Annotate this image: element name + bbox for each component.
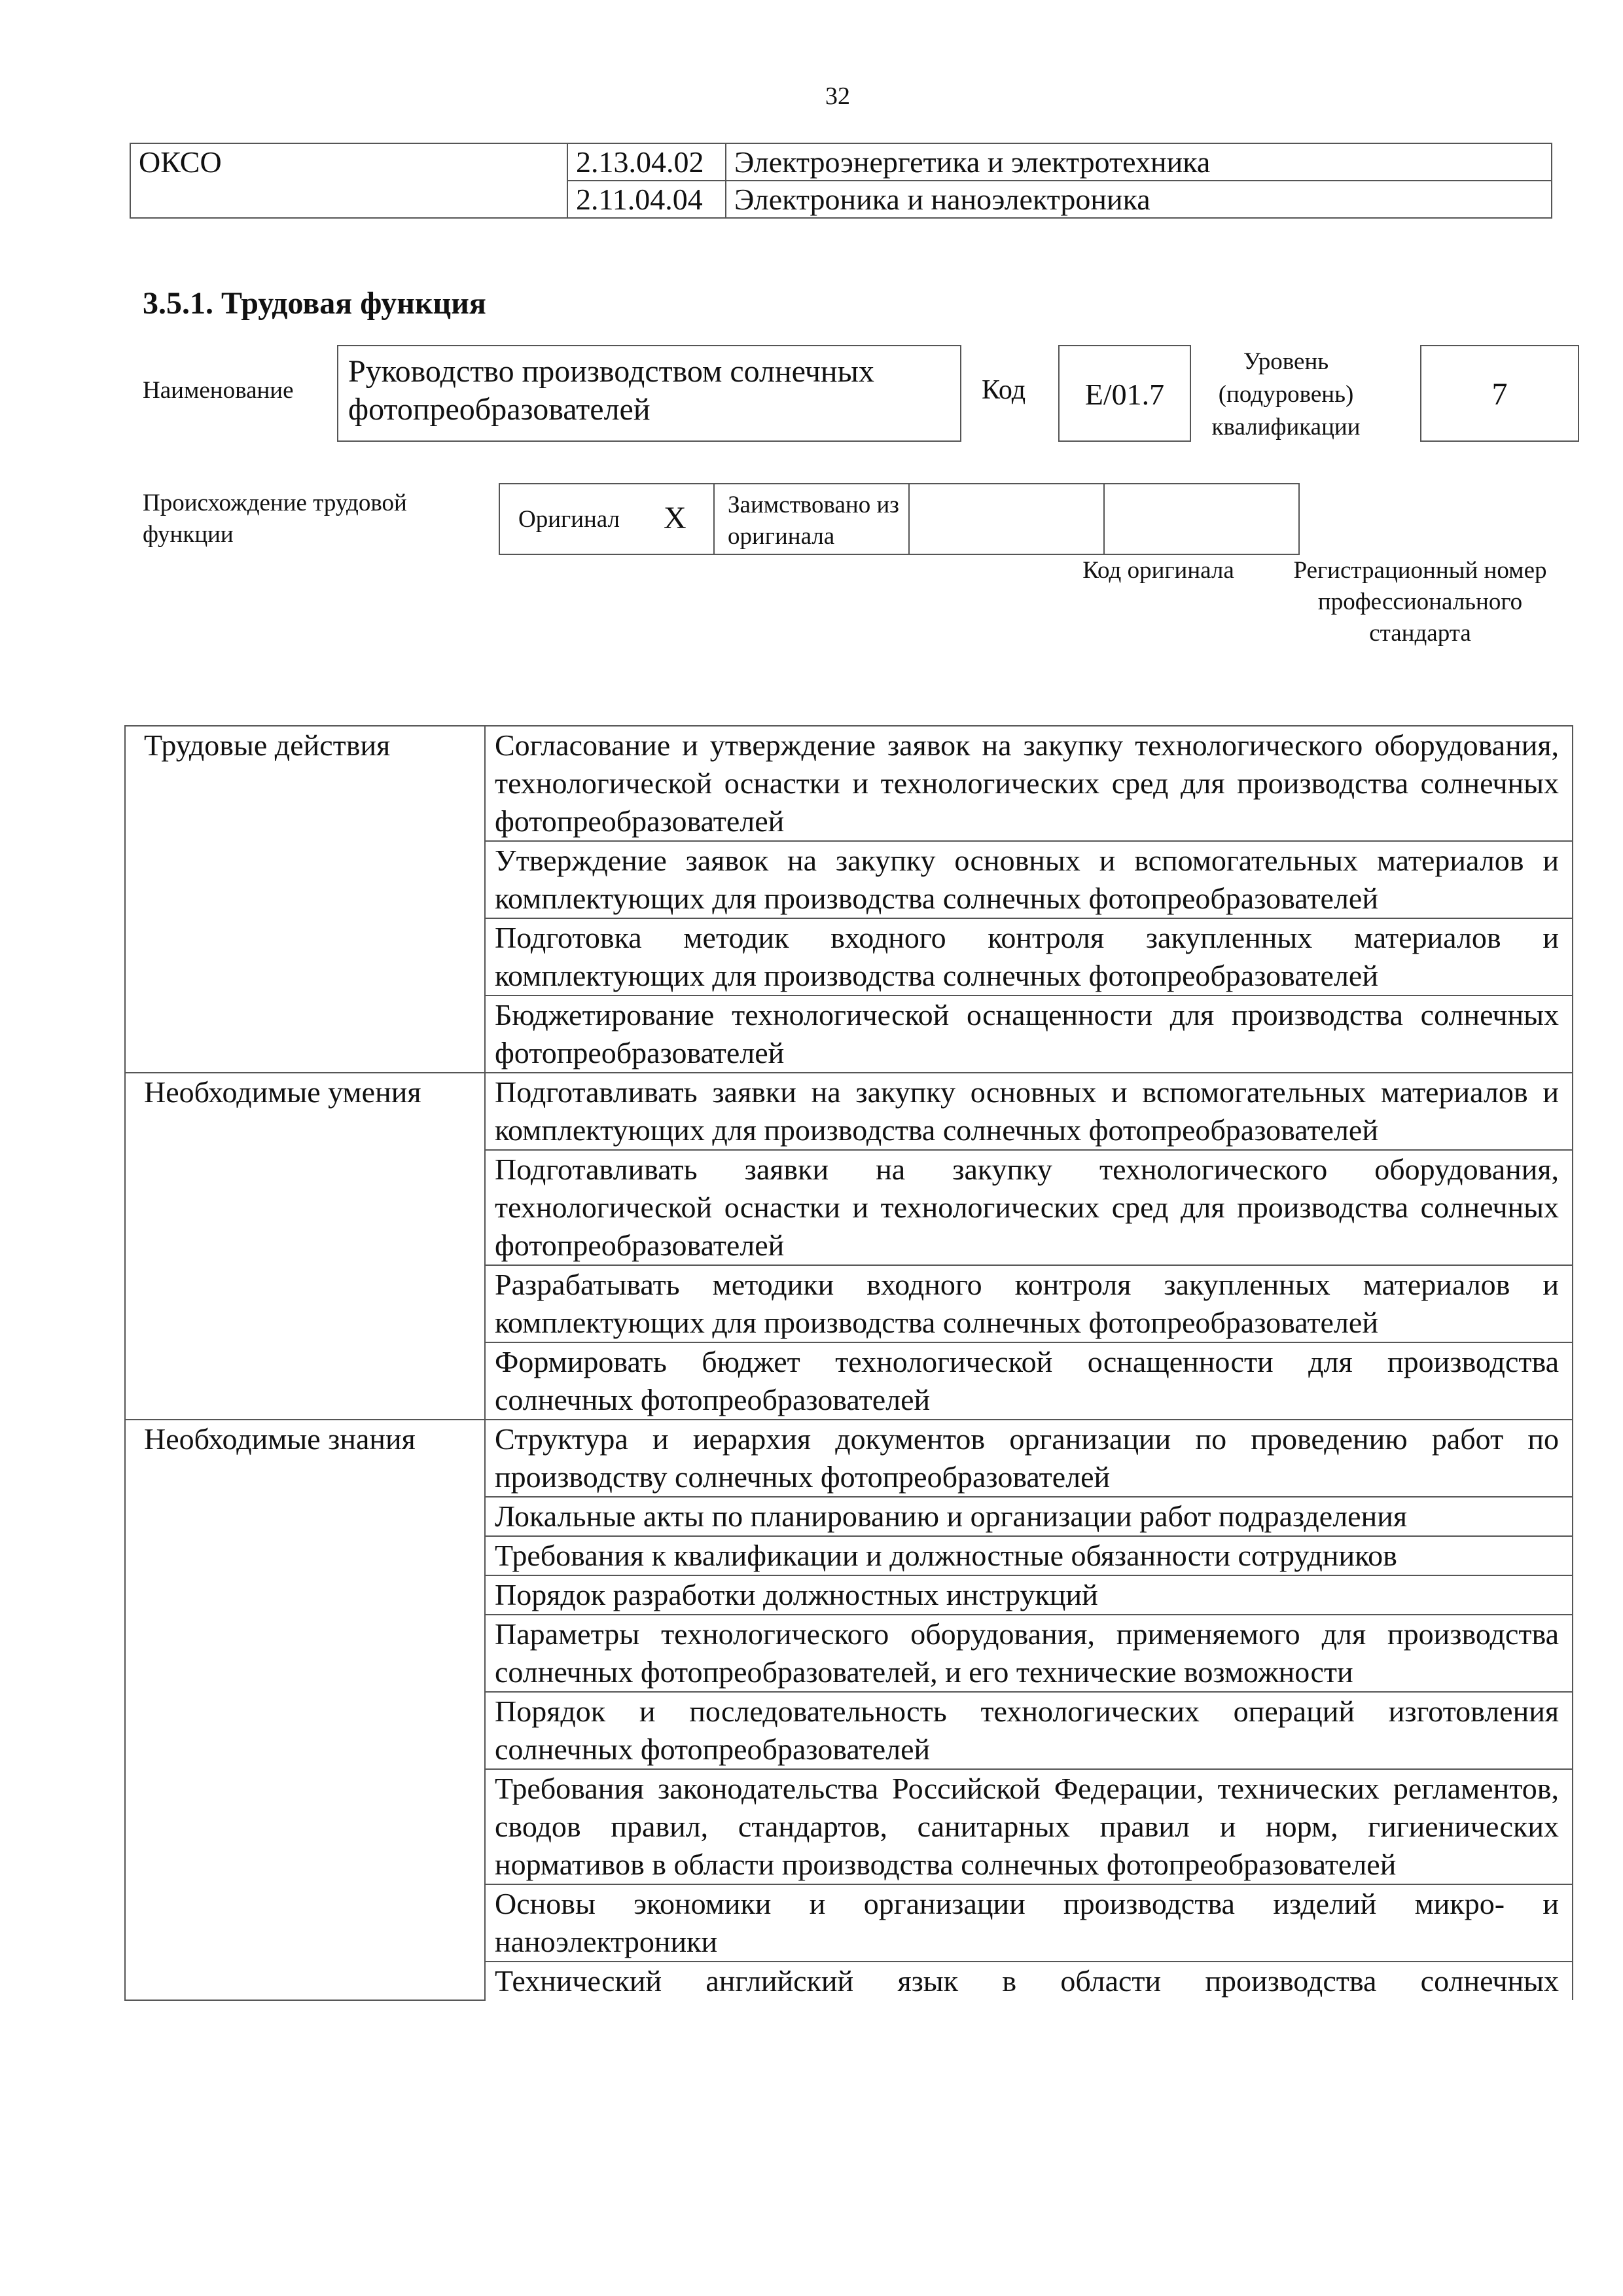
function-code: E/01.7 [1058,345,1191,442]
origin-label: Происхождение трудовой функции [143,490,407,548]
page-number: 32 [825,82,850,110]
labor-action-item: Подготовка методик входного контроля закупленных материалов и комплектующих для производства солнечных фотопреобразователей [485,918,1573,996]
labor-action-item: Согласование и утверждение заявок на закупку технологического оборудования, технологической оснастки и технологических сред для производства солнечных фотопреобразователей [485,726,1573,841]
original-mark: X [664,501,687,535]
table-row [125,1073,1573,1150]
okso-code: 2.11.04.04 [567,181,726,218]
knowledge-heading: Необходимые знания [125,1420,485,2000]
level-label: Уровень (подуровень) квалификации [1211,348,1361,440]
borrowed-label: Заимствовано из оригинала [728,492,899,550]
skill-item: Разрабатывать методики входного контроля закупленных материалов и комплектующих для производства солнечных фотопреобразователей [485,1265,1573,1342]
section-title: 3.5.1. Трудовая функция [143,286,486,321]
knowledge-item: Технический английский язык в области производства солнечных [485,1962,1573,2000]
okso-table [130,143,1552,219]
okso-name: Электроэнергетика и электротехника [726,143,1552,181]
knowledge-item: Порядок разработки должностных инструкций [485,1575,1573,1615]
okso-label: ОКСО [130,143,567,218]
reg-number-cell [1103,483,1300,555]
labor-action-item: Бюджетирование технологической оснащенности для производства солнечных фотопреобразователей [485,996,1573,1073]
qualification-level: 7 [1420,345,1579,442]
skill-item: Подготавливать заявки на закупку технологического оборудования, технологической оснастки и технологических сред для производства солнечных фотопреобразователей [485,1150,1573,1265]
knowledge-item: Локальные акты по планированию и организации работ подразделения [485,1497,1573,1536]
original-code-cell [908,483,1105,555]
function-details-table [124,725,1573,2001]
borrowed-cell [713,483,910,555]
function-name: Руководство производством солнечных фотопреобразователей [337,345,961,442]
table-row [125,1420,1573,1497]
skills-heading: Необходимые умения [125,1073,485,1420]
name-label: Наименование [143,377,294,404]
skill-item: Формировать бюджет технологической оснащенности для производства солнечных фотопреобразователей [485,1342,1573,1420]
table-row [125,726,1573,841]
knowledge-item: Требования к квалификации и должностные обязанности сотрудников [485,1536,1573,1575]
reg-number-caption: Регистрационный номер профессионального стандарта [1293,557,1547,647]
skill-item: Подготавливать заявки на закупку основных и вспомогательных материалов и комплектующих для производства солнечных фотопреобразователей [485,1073,1573,1150]
knowledge-item: Основы экономики и организации производства изделий микро- и наноэлектроники [485,1884,1573,1962]
original-label: Оригинал [518,506,620,533]
knowledge-item: Порядок и последовательность технологических операций изготовления солнечных фотопреобразователей [485,1692,1573,1769]
knowledge-item: Требования законодательства Российской Федерации, технических регламентов, сводов правил, стандартов, санитарных правил и норм, гигиенических нормативов в области производства солнечных фотопреобразователей [485,1769,1573,1884]
code-label: Код [982,375,1026,405]
original-code-caption: Код оригинала [1082,557,1234,584]
okso-name: Электроника и наноэлектроника [726,181,1552,218]
knowledge-item: Параметры технологического оборудования, применяемого для производства солнечных фотопреобразователей, и его технические возможности [485,1615,1573,1692]
labor-actions-heading: Трудовые действия [125,726,485,1073]
original-cell [499,483,715,555]
okso-code: 2.13.04.02 [567,143,726,181]
labor-action-item: Утверждение заявок на закупку основных и вспомогательных материалов и комплектующих для производства солнечных фотопреобразователей [485,841,1573,918]
knowledge-item: Структура и иерархия документов организации по проведению работ по производству солнечных фотопреобразователей [485,1420,1573,1497]
table-row [130,143,1552,181]
